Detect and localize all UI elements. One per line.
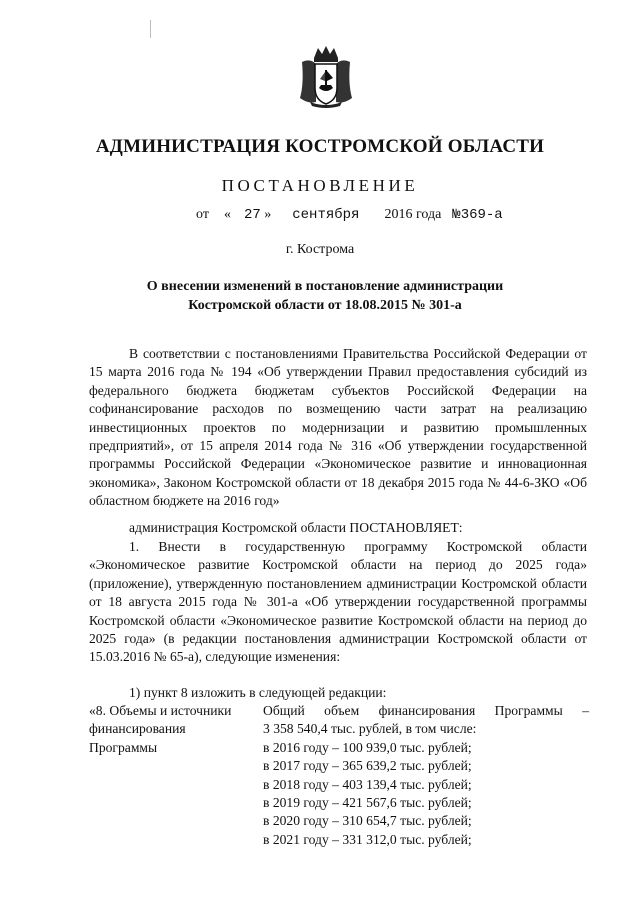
subject-heading	[60, 277, 590, 315]
body-paragraph-1: В соответствии с постановлениями Правительства Российской Федерации от 15 марта 2016 года № 194 «Об утверждении Правил предоставления субсидий из федерального бюджета бюджетам субъектов Российской Федерации на софинансирование расходов по возмещению части затрат на реализацию инвестиционных проектов по модернизации и развитию промышленных предприятий», от 15 апреля 2014 года № 316 «Об утверждении государственной программы Российской Федерации «Экономическое развитие и инновационная экономика», Законом Костромской области от 18 декабря 2015 года № 44-6-ЗКО «Об областном бюджете на 2016 год»	[89, 346, 587, 509]
table-right-line: в 2018 году – 403 139,4 тыс. рублей;	[263, 776, 472, 792]
subject-line-2: Костромской области от 18.08.2015 № 301-а	[188, 298, 462, 313]
table-right-line: Общий объем финансирования Программы –	[263, 703, 589, 718]
table-left-column	[89, 702, 259, 757]
date-number-line	[196, 207, 503, 223]
table-right-line: 3 358 540,4 тыс. рублей, в том числе:	[263, 721, 477, 737]
date-day: 27	[243, 207, 261, 223]
date-month: сентября	[292, 207, 360, 223]
table-right-line: в 2020 году – 310 654,7 тыс. рублей;	[263, 813, 472, 829]
date-prefix: от	[196, 207, 209, 222]
city-line: г. Кострома	[285, 242, 355, 257]
date-open-quote: «	[223, 207, 231, 222]
table-right-line: в 2016 году – 100 939,0 тыс. рублей;	[263, 739, 472, 755]
document-type: ПОСТАНОВЛЕНИЕ	[221, 176, 419, 195]
body-paragraph-3: 1. Внести в государственную программу Костромской области «Экономическое развитие Костромской области на период до 2025 года» (приложение), утвержденную постановлением администрации Костромской области от 18 августа 2015 года № 301-а «Об утверждении государственной программы Костромской области «Экономическое развитие Костромской области на период до 2025 года» (в редакции постановления администрации Костромской области от 15.03.2016 № 65-а), следующие изменения:	[89, 539, 587, 665]
subject-line-1: О внесении изменений в постановление администрации	[146, 279, 504, 294]
body-paragraph-4: 1) пункт 8 изложить в следующей редакции:	[129, 685, 387, 700]
date-year: 2016 года	[384, 207, 442, 222]
table-right-column	[263, 702, 589, 849]
scan-mark	[150, 20, 151, 38]
table-left-line: финансирования	[89, 721, 186, 737]
coat-of-arms-icon	[296, 44, 356, 108]
table-right-line: в 2017 году – 365 639,2 тыс. рублей;	[263, 758, 472, 774]
body-paragraph-2: администрация Костромской области ПОСТАНОВЛЯЕТ:	[129, 520, 463, 535]
table-left-line: Программы	[89, 739, 158, 755]
date-close-quote: »	[264, 207, 272, 222]
table-left-line: «8. Объемы и источники	[89, 703, 232, 718]
table-right-line: в 2021 году – 331 312,0 тыс. рублей;	[263, 831, 472, 847]
document-number: №369-а	[452, 207, 503, 223]
table-right-line: в 2019 году – 421 567,6 тыс. рублей;	[263, 795, 472, 811]
organization-title: АДМИНИСТРАЦИЯ КОСТРОМСКОЙ ОБЛАСТИ	[95, 136, 545, 157]
